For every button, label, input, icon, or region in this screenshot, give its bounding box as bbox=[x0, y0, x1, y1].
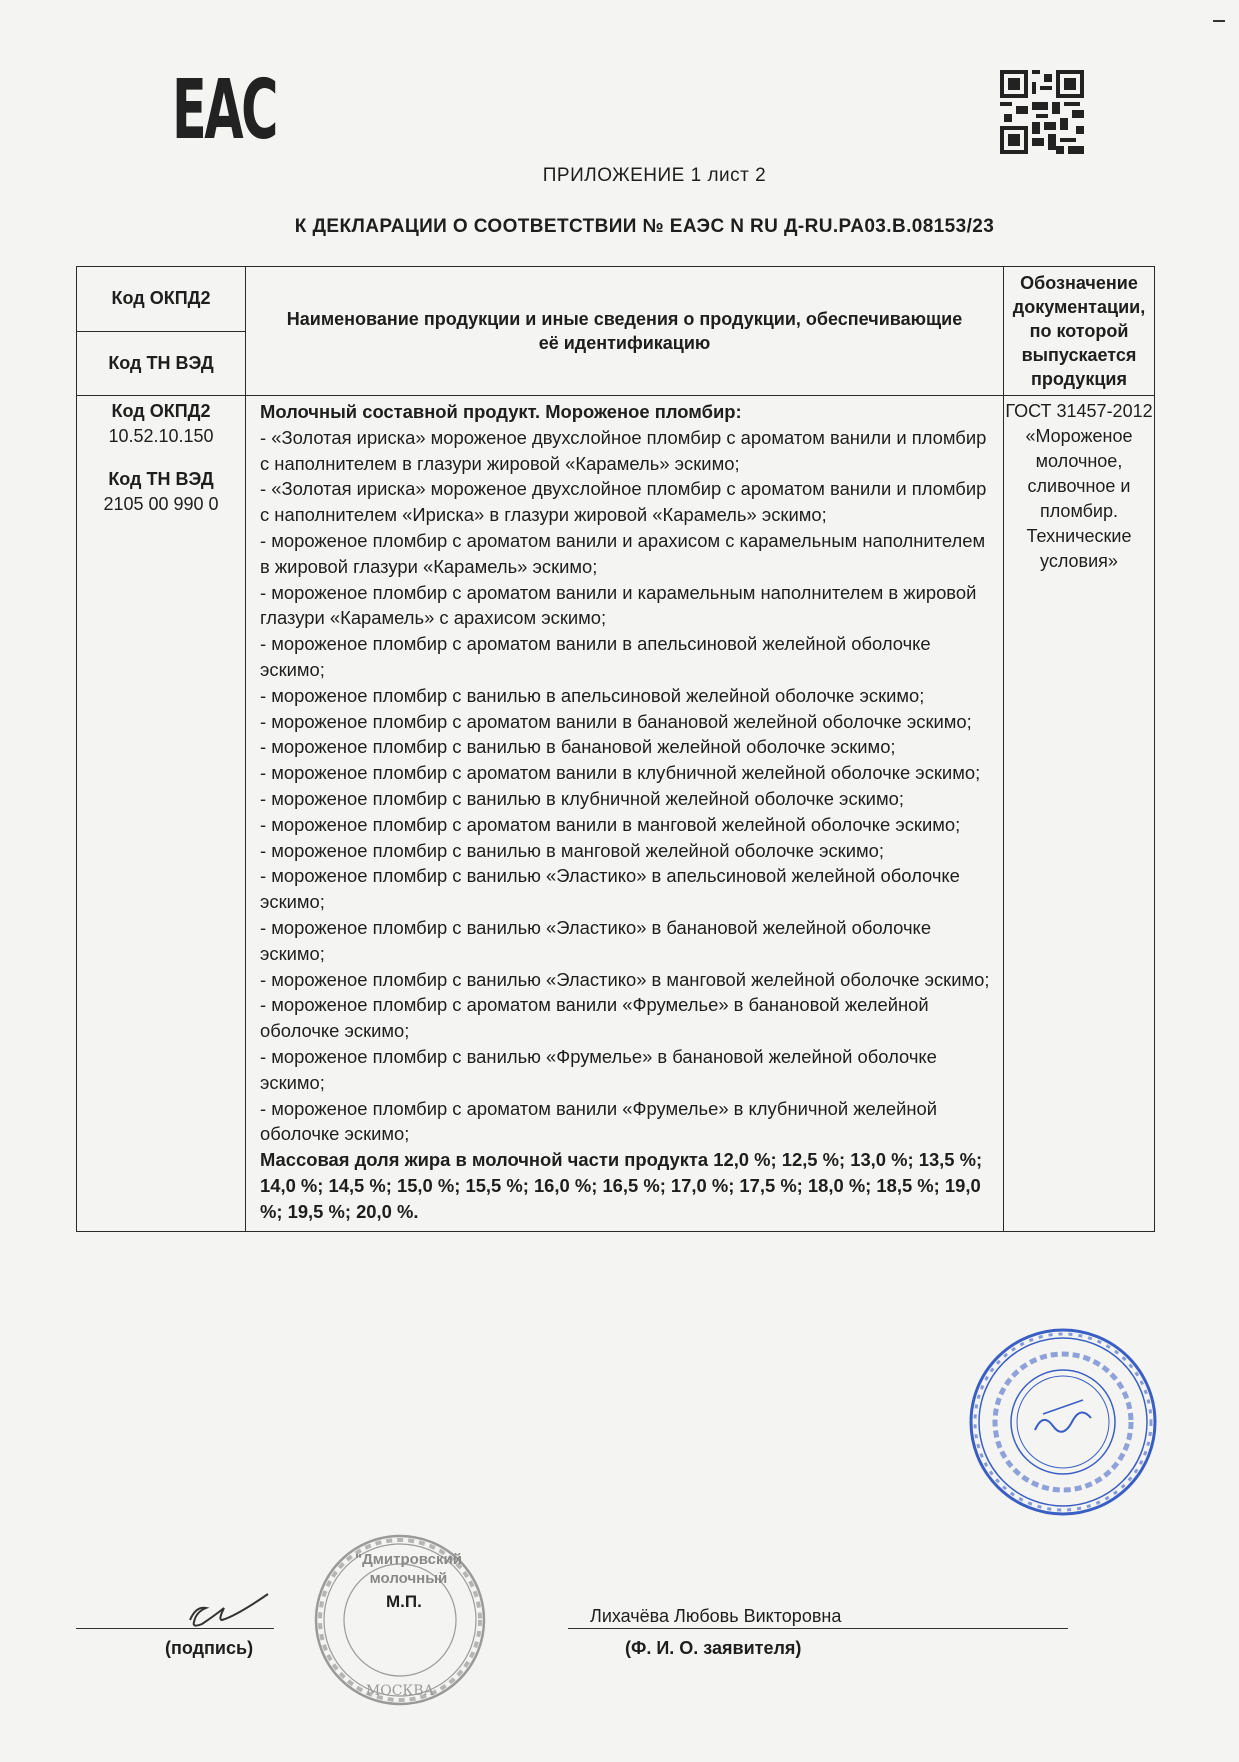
applicant-label: (Ф. И. О. заявителя) bbox=[625, 1638, 802, 1658]
list-item: - мороженое пломбир с ароматом ванили «Фрумелье» в клубничной желейной оболочке эскимо; bbox=[260, 1097, 938, 1145]
qr-code-icon bbox=[1000, 70, 1084, 154]
list-item: - мороженое пломбир с ароматом ванили в апельсиновой желейной оболочке эскимо; bbox=[260, 633, 931, 680]
stamp-line-1: "Дмитровский bbox=[355, 1551, 462, 1568]
list-item: - мороженое пломбир с ванилью «Фрумелье» в банановой желейной оболочке эскимо; bbox=[260, 1045, 937, 1093]
signature-line bbox=[76, 1628, 274, 1629]
eac-logo: EAC bbox=[172, 63, 276, 158]
list-item: - мороженое пломбир с ванилью «Эластико» в апельсиновой желейной оболочке эскимо; bbox=[260, 865, 960, 913]
list-item: - мороженое пломбир с ванилью в апельсиновой желейной оболочке эскимо; bbox=[260, 684, 925, 706]
tnved-value: 2105 00 990 0 bbox=[103, 494, 219, 514]
list-item: - мороженое пломбир с ванилью в клубничной желейной оболочке эскимо; bbox=[260, 787, 904, 809]
tnved-label: Код ТН ВЭД bbox=[108, 469, 214, 489]
list-item: - мороженое пломбир с ванилью «Эластико» в манговой желейной оболочке эскимо; bbox=[260, 968, 990, 990]
company-seal-icon bbox=[963, 1322, 1163, 1522]
fat-content: Массовая доля жира в молочной части продукта 12,0 %; 12,5 %; 13,0 %; 13,5 %; 14,0 %; 14,5 %; 15,0 %; 15,5 %; 16,0 %; 16,5 %; 17,0 %; 17,5 %; 18,0 %; 18,5 %; 19,0 %; 19,5 %; 20,0 %. bbox=[260, 1149, 983, 1222]
okpd2-label: Код ОКПД2 bbox=[111, 401, 211, 421]
signature-label: (подпись) bbox=[165, 1638, 254, 1658]
table-header-row bbox=[77, 267, 1155, 332]
table-row bbox=[77, 396, 1155, 1232]
stamp-place-label: М.П. bbox=[386, 1592, 422, 1611]
codes-cell bbox=[77, 396, 246, 1232]
declaration-title: К ДЕКЛАРАЦИИ О СООТВЕТСТВИИ № ЕАЭС N RU Д-RU.PA03.B.08153/23 bbox=[294, 216, 995, 237]
header-okpd2: Код ОКПД2 bbox=[77, 267, 246, 332]
product-description-cell bbox=[246, 396, 1004, 1232]
list-item: - мороженое пломбир с ароматом ванили и карамельным наполнителем в жировой глазури «Карамель» с арахисом эскимо; bbox=[260, 581, 977, 629]
okpd2-value: 10.52.10.150 bbox=[108, 426, 214, 446]
list-item: - мороженое пломбир с ароматом ванили в клубничной желейной оболочке эскимо; bbox=[260, 762, 981, 784]
stamp-line-2: молочный bbox=[369, 1570, 448, 1587]
applicant-name: Лихачёва Любовь Викторовна bbox=[590, 1606, 842, 1626]
list-item: - «Золотая ириска» мороженое двухслойное пломбир с ароматом ванили и пломбир с наполнителем «Ириска» в глазури жировой «Карамель» эскимо; bbox=[260, 478, 987, 526]
list-item: - мороженое пломбир с ванилью в манговой желейной оболочке эскимо; bbox=[260, 839, 884, 861]
product-heading: Молочный составной продукт. Мороженое пломбир: bbox=[260, 401, 742, 422]
list-item: - «Золотая ириска» мороженое двухслойное пломбир с ароматом ванили и пломбир с наполнителем в глазури жировой «Карамель» эскимо; bbox=[260, 426, 987, 474]
header-product-name: Наименование продукции и иные сведения о продукции, обеспечивающие её идентификацию bbox=[246, 267, 1004, 396]
list-item: - мороженое пломбир с ароматом ванили и арахисом с карамельным наполнителем в жировой глазури «Карамель» эскимо; bbox=[260, 529, 986, 577]
corner-mark bbox=[1213, 20, 1225, 22]
list-item: - мороженое пломбир с ванилью «Эластико» в банановой желейной оболочке эскимо; bbox=[260, 916, 932, 964]
product-table bbox=[76, 266, 1155, 1232]
list-item: - мороженое пломбир с ароматом ванили в банановой желейной оболочке эскимо; bbox=[260, 710, 972, 732]
list-item: - мороженое пломбир с ароматом ванили «Фрумелье» в банановой желейной оболочке эскимо; bbox=[260, 994, 929, 1042]
signature-icon bbox=[182, 1590, 272, 1632]
applicant-line bbox=[568, 1628, 1068, 1629]
header-tnved: Код ТН ВЭД bbox=[77, 331, 246, 396]
list-item: - мороженое пломбир с ароматом ванили в манговой желейной оболочке эскимо; bbox=[260, 813, 961, 835]
appendix-title: ПРИЛОЖЕНИЕ 1 лист 2 bbox=[542, 165, 767, 186]
stamp-city-text: МОСКВА bbox=[365, 1683, 435, 1699]
list-item: - мороженое пломбир с ванилью в банановой желейной оболочке эскимо; bbox=[260, 736, 896, 758]
header-documentation: Обозначение документации, по которой выпускается продукция bbox=[1004, 267, 1155, 396]
standard-cell: ГОСТ 31457-2012 «Мороженое молочное, сливочное и пломбир. Технические условия» bbox=[1004, 396, 1155, 1232]
stamp-company-name bbox=[355, 1550, 462, 1588]
